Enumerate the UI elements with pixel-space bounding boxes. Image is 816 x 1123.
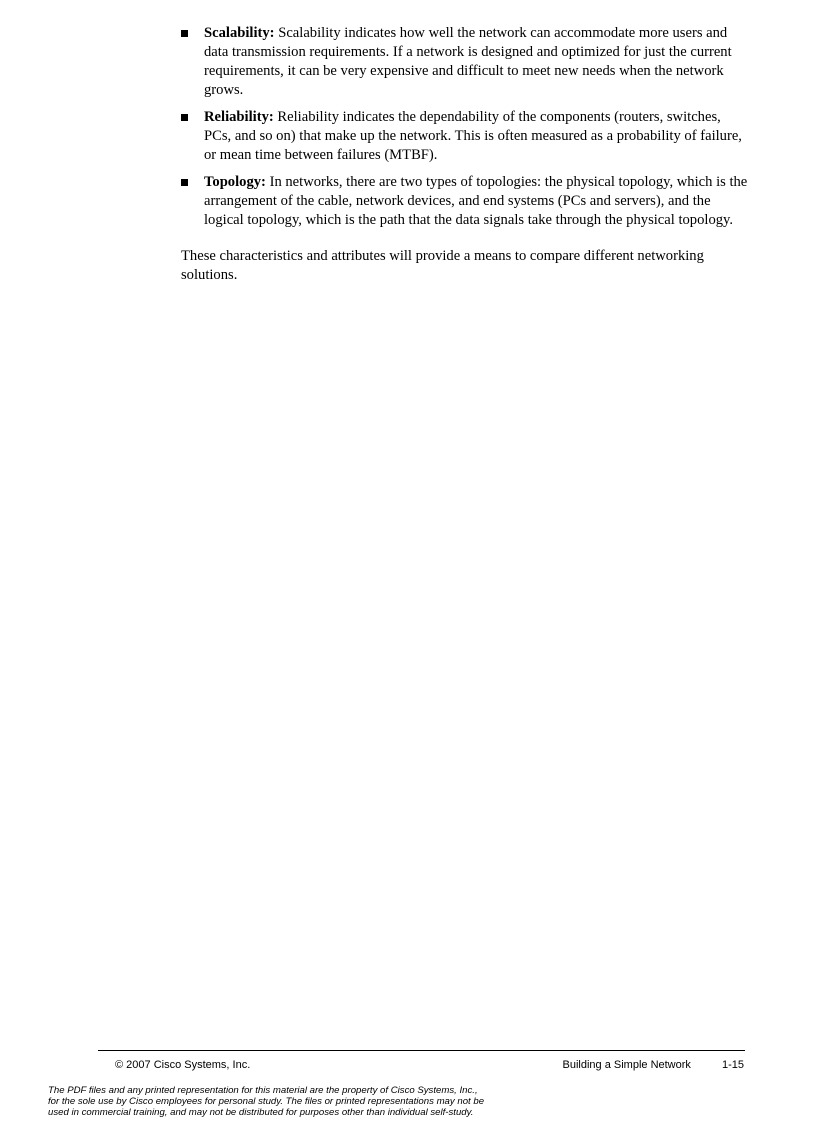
- bullet-term: Reliability:: [204, 109, 274, 125]
- disclaimer-line: for the sole use by Cisco employees for personal study. The files or printed representations may not be: [48, 1096, 485, 1107]
- page-number: 1-15: [721, 1059, 744, 1071]
- footer-course-title: Building a Simple Network: [562, 1059, 691, 1071]
- square-bullet-icon: [181, 30, 188, 37]
- square-bullet-icon: [181, 179, 188, 186]
- closing-paragraph: These characteristics and attributes will provide a means to compare different networking solutions.: [181, 248, 704, 283]
- footer-right: [563, 1059, 744, 1072]
- characteristics-list: [181, 24, 751, 230]
- bullet-text: Reliability indicates the dependability of the components (routers, switches, PCs, and so on) that make up the network. This is often measured as a probability of failure, or mean time between failures (MTBF).: [204, 109, 742, 163]
- bullet-item-reliability: [181, 108, 751, 165]
- disclaimer-line: The PDF files and any printed representation for this material are the property of Cisco Systems, Inc.,: [48, 1085, 478, 1096]
- square-bullet-icon: [181, 114, 188, 121]
- footer-copyright: © 2007 Cisco Systems, Inc.: [115, 1059, 251, 1071]
- disclaimer-line: used in commercial training, and may not be distributed for purposes other than individual self-study.: [48, 1107, 474, 1118]
- bullet-term: Scalability:: [204, 25, 275, 41]
- bullet-item-topology: [181, 173, 751, 230]
- bullet-item-scalability: [181, 24, 751, 100]
- footer-divider: [98, 1050, 745, 1051]
- bullet-text: Scalability indicates how well the network can accommodate more users and data transmission requirements. If a network is designed and optimized for just the current requirements, it can be very expensive and difficult to meet new needs when the network grows.: [204, 25, 732, 98]
- bullet-term: Topology:: [204, 174, 266, 190]
- main-content: [181, 24, 751, 285]
- bullet-text: In networks, there are two types of topologies: the physical topology, which is the arrangement of the cable, network devices, and end systems (PCs and servers), and the logical topology, which is the path that the data signals take through the physical topology.: [204, 174, 748, 228]
- disclaimer: [48, 1085, 568, 1118]
